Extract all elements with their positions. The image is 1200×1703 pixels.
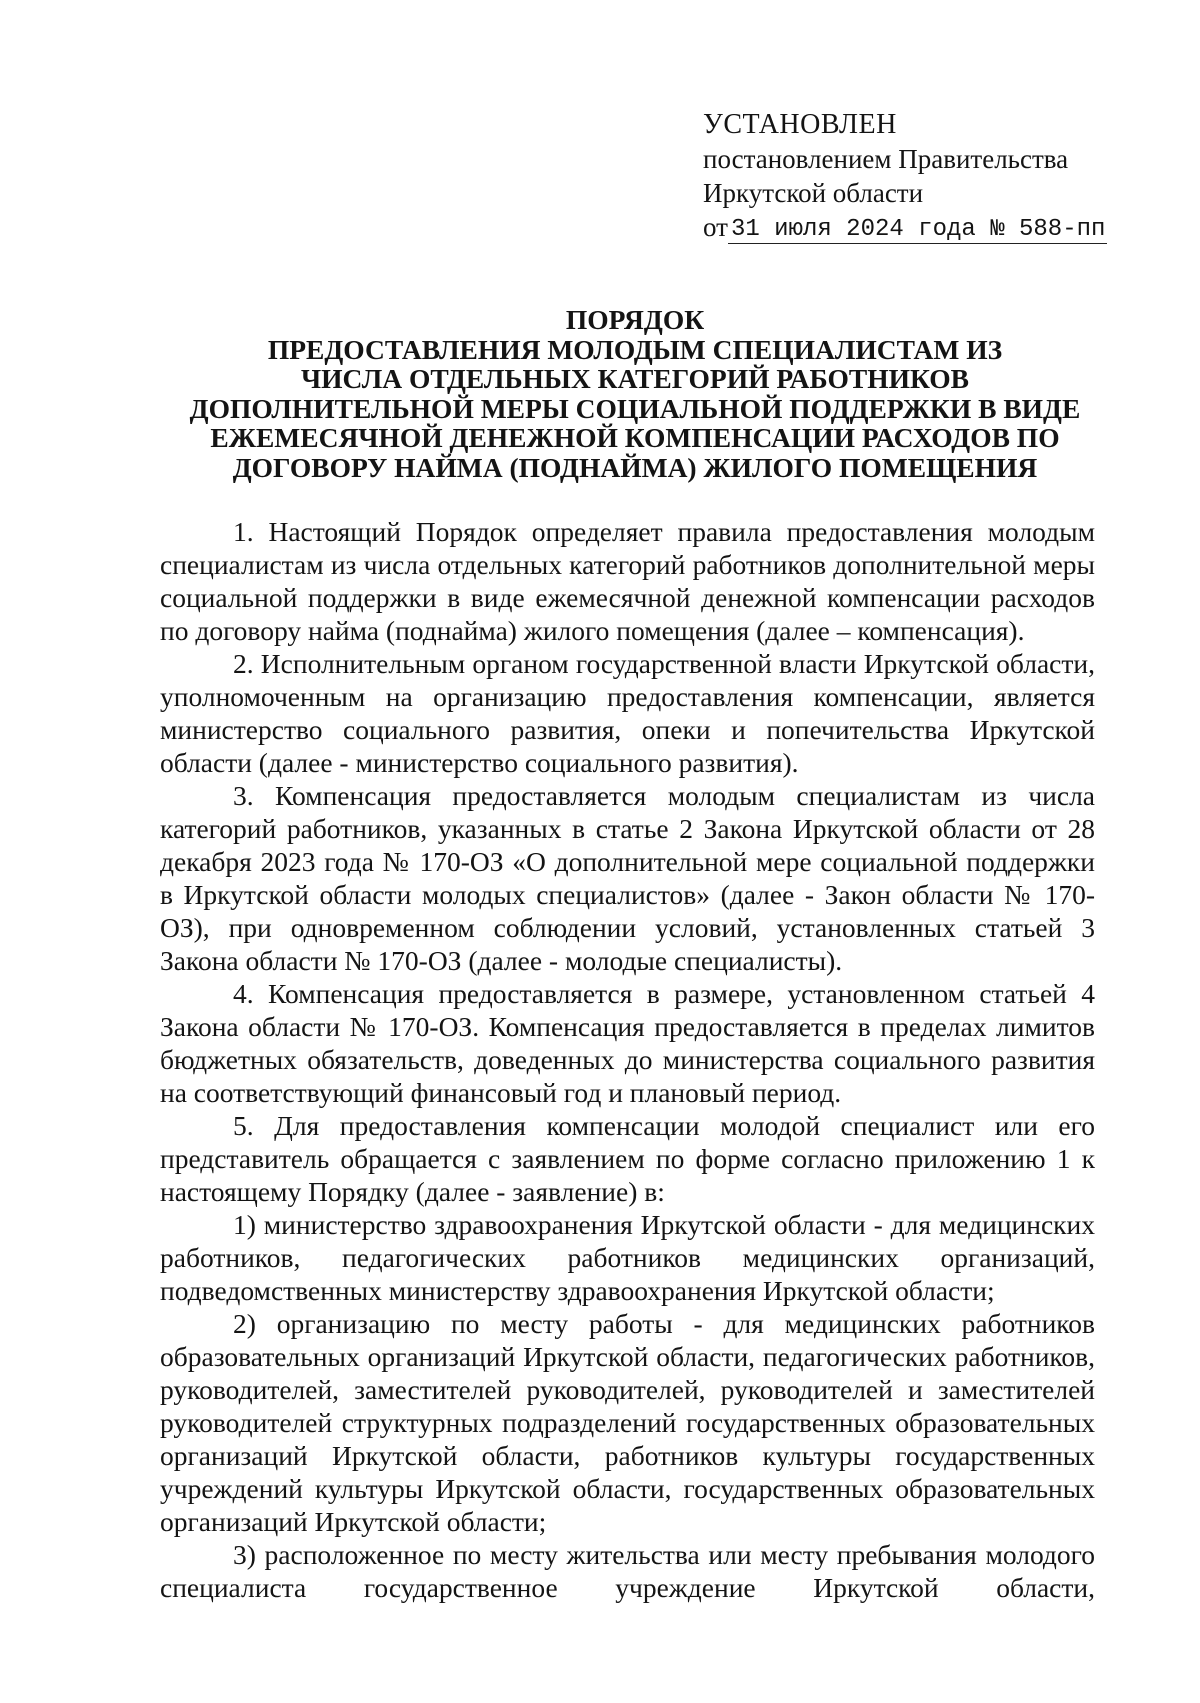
approval-date-value: 31 июля 2024 года № 588-пп [728,217,1107,244]
document-body [160,515,1095,1604]
paragraph-5: 5. Для предоставления компенсации молодой специалист или его представитель обращается с заявлением по форме согласно приложению 1 к настоящему Порядку (далее - заявление) в: [160,1110,1095,1207]
title-line-3: ЧИСЛА ОТДЕЛЬНЫХ КАТЕГОРИЙ РАБОТНИКОВ [300,363,970,394]
approval-block [703,108,1143,244]
title-line-6: ДОГОВОРУ НАЙМА (ПОДНАЙМА) ЖИЛОГО ПОМЕЩЕНИЯ [232,451,1038,483]
title-line-5: ЕЖЕМЕСЯЧНОЙ ДЕНЕЖНОЙ КОМПЕНСАЦИИ РАСХОДОВ ПО [210,422,1060,453]
approval-line-2: Иркутской области [703,178,924,208]
approval-stamp: УСТАНОВЛЕН [703,109,897,140]
title-line-1: ПОРЯДОК [565,304,705,335]
paragraph-5-item-2: 2) организацию по месту работы - для медицинских работников образовательных организаций Иркутской области, педагогических работников, руководителей, заместителей руководителей, руководителей и заместителей руководителей структурных подразделений государственных образовательных организаций Иркутской области, работников культуры государственных учреждений культуры Иркутской области, государственных образовательных организаций Иркутской области; [160,1308,1095,1537]
paragraph-5-item-3: 3) расположенное по месту жительства или месту пребывания молодого специалиста государственное учреждение Иркутской области, [160,1539,1095,1603]
document-title [160,305,1110,482]
paragraph-4: 4. Компенсация предоставляется в размере, установленном статьей 4 Закона области № 170-ОЗ. Компенсация предоставляется в пределах лимитов бюджетных обязательств, доведенных до министерства социального развития на соответствующий финансовый год и плановый период. [160,978,1095,1108]
title-line-2: ПРЕДОСТАВЛЕНИЯ МОЛОДЫМ СПЕЦИАЛИСТАМ ИЗ [267,333,1003,365]
paragraph-1: 1. Настоящий Порядок определяет правила предоставления молодым специалистам из числа отдельных категорий работников дополнительной меры социальной поддержки в виде ежемесячной денежной компенсации расходов по договору найма (поднайма) жилого помещения (далее – компенсация). [160,516,1095,646]
title-line-4: ДОПОЛНИТЕЛЬНОЙ МЕРЫ СОЦИАЛЬНОЙ ПОДДЕРЖКИ В ВИДЕ [189,392,1081,424]
paragraph-3: 3. Компенсация предоставляется молодым специалистам из числа категорий работников, указанных в статье 2 Закона Иркутской области от 28 декабря 2023 года № 170-ОЗ «О дополнительной мере социальной поддержки в Иркутской области молодых специалистов» (далее - Закон области № 170-ОЗ), при одновременном соблюдении условий, установленных статьей 3 Закона области № 170-ОЗ (далее - молодые специалисты). [160,780,1095,976]
approval-date-prefix: от [703,212,728,242]
approval-line-1: постановлением Правительства [703,144,1069,174]
paragraph-2: 2. Исполнительным органом государственной власти Иркутской области, уполномоченным на организацию предоставления компенсации, является министерство социального развития, опеки и попечительства Иркутской области (далее - министерство социального развития). [160,648,1095,778]
paragraph-5-item-1: 1) министерство здравоохранения Иркутской области - для медицинских работников, педагогических работников медицинских организаций, подведомственных министерству здравоохранения Иркутской области; [160,1209,1095,1306]
approval-date-line [703,210,1107,244]
